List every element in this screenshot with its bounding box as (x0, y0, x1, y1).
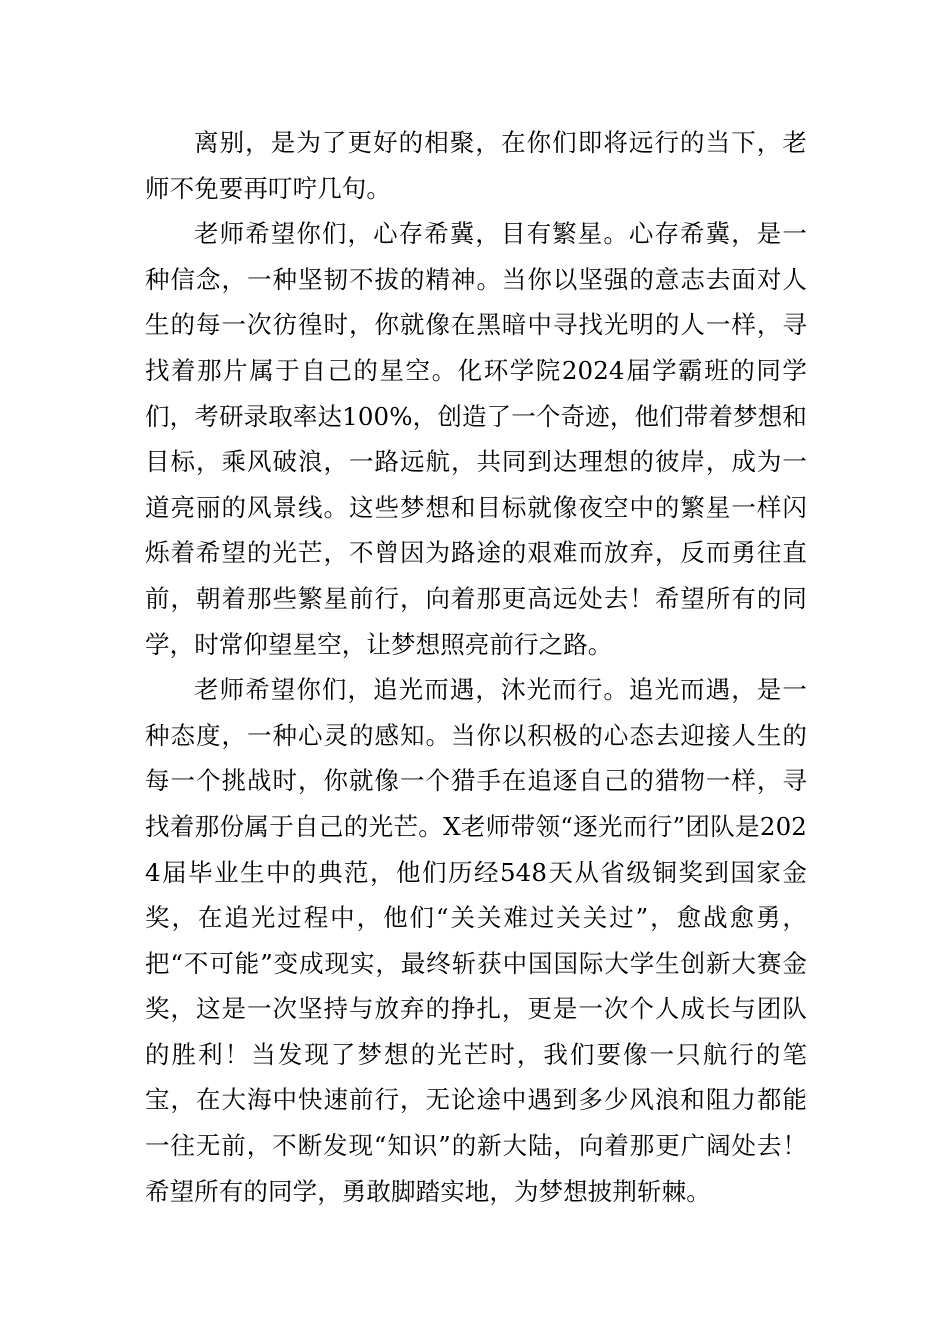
paragraph-farewell: 离别，是为了更好的相聚，在你们即将远行的当下，老师不免要再叮咛几句。 (145, 128, 807, 203)
paragraph-stars: 老师希望你们，心存希冀，目有繁星。心存希冀，是一种信念，一种坚韧不拔的精神。当你以坚强的意志去面对人生的每一次彷徨时，你就像在黑暗中寻找光明的人一样，寻找着那片属于自己的星空。化环学院2024届学霸班的同学们，考研录取率达100%，创造了一个奇迹，他们带着梦想和目标，乘风破浪，一路远航，共同到达理想的彼岸，成为一道亮丽的风景线。这些梦想和目标就像夜空中的繁星一样闪烁着希望的光芒，不曾因为路途的艰难而放弃，反而勇往直前，朝着那些繁星前行，向着那更高远处去！希望所有的同学，时常仰望星空，让梦想照亮前行之路。 (145, 219, 807, 659)
paragraph-light: 老师希望你们，追光而遇，沐光而行。追光而遇，是一种态度，一种心灵的感知。当你以积极的心态去迎接人生的每一个挑战时，你就像一个猎手在追逐自己的猎物一样，寻找着那份属于自己的光芒。X老师带领“逐光而行”团队是2024届毕业生中的典范，他们历经548天从省级铜奖到国家金奖，在追光过程中，他们“关关难过关关过”，愈战愈勇，把“不可能”变成现实，最终斩获中国国际大学生创新大赛金奖，这是一次坚持与放弃的挣扎，更是一次个人成长与团队的胜利！当发现了梦想的光芒时，我们要像一只航行的笔宝，在大海中快速前行，无论途中遇到多少风浪和阻力都能一往无前，不断发现“知识”的新大陆，向着那更广阔处去！希望所有的同学，勇敢脚踏实地，为梦想披荆斩棘。 (145, 675, 807, 1206)
document-page (145, 120, 807, 1214)
